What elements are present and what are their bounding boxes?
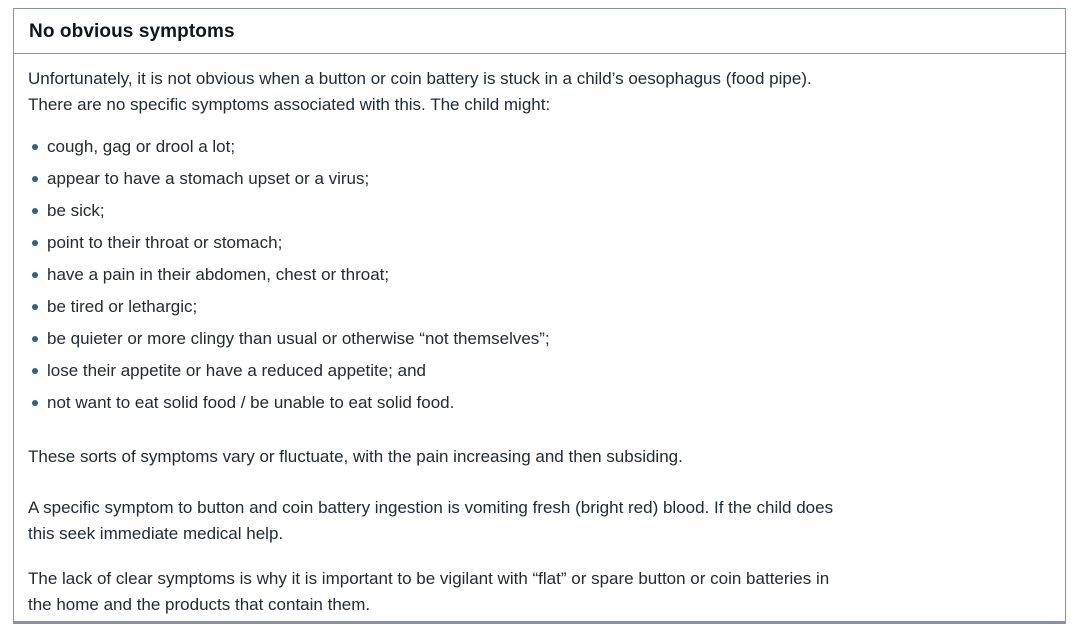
bullet-icon	[32, 400, 38, 406]
bullet-icon	[32, 144, 38, 150]
paragraph-line: The lack of clear symptoms is why it is important to be vigilant with “flat” or spare button or coin batteries in	[28, 569, 830, 588]
intro-line: Unfortunately, it is not obvious when a button or coin battery is stuck in a child’s oesophagus (food pipe).	[28, 69, 812, 88]
bullet-icon	[32, 240, 38, 246]
symptoms-info-card	[13, 8, 1066, 624]
bullet-icon	[32, 208, 38, 214]
list-item-text: be tired or lethargic;	[47, 297, 198, 316]
list-item-text: point to their throat or stomach;	[47, 233, 283, 252]
list-item	[28, 355, 1050, 387]
list-item	[28, 323, 1050, 355]
paragraph-specific-symptom	[28, 495, 1050, 547]
paragraph-line: the home and the products that contain them.	[28, 595, 371, 614]
paragraph-line: A specific symptom to button and coin battery ingestion is vomiting fresh (bright red) blood. If the child does	[28, 498, 834, 517]
list-item	[28, 195, 1050, 227]
paragraph-line: These sorts of symptoms vary or fluctuate, with the pain increasing and then subsiding.	[28, 447, 683, 466]
paragraph-symptoms-fluctuate	[28, 444, 1050, 470]
card-title: No obvious symptoms	[14, 9, 1065, 54]
list-item-text: be sick;	[47, 201, 105, 220]
list-item-text: be quieter or more clingy than usual or otherwise “not themselves”;	[47, 329, 550, 348]
list-item-text: have a pain in their abdomen, chest or throat;	[47, 265, 390, 284]
intro-line: There are no specific symptoms associated with this. The child might:	[28, 95, 551, 114]
list-item	[28, 227, 1050, 259]
intro-paragraph	[28, 66, 1050, 118]
list-item	[28, 163, 1050, 195]
bullet-icon	[32, 368, 38, 374]
paragraph-vigilance	[28, 566, 1050, 618]
bullet-icon	[32, 272, 38, 278]
list-item	[28, 131, 1050, 163]
paragraph-line: this seek immediate medical help.	[28, 524, 284, 543]
symptoms-list	[28, 131, 1050, 419]
list-item-text: cough, gag or drool a lot;	[47, 137, 236, 156]
card-body	[14, 54, 1065, 618]
bullet-icon	[32, 176, 38, 182]
list-item	[28, 387, 1050, 419]
list-item-text: not want to eat solid food / be unable to eat solid food.	[47, 393, 455, 412]
list-item	[28, 259, 1050, 291]
bullet-icon	[32, 304, 38, 310]
list-item-text: appear to have a stomach upset or a virus;	[47, 169, 370, 188]
list-item	[28, 291, 1050, 323]
list-item-text: lose their appetite or have a reduced appetite; and	[47, 361, 426, 380]
bullet-icon	[32, 336, 38, 342]
